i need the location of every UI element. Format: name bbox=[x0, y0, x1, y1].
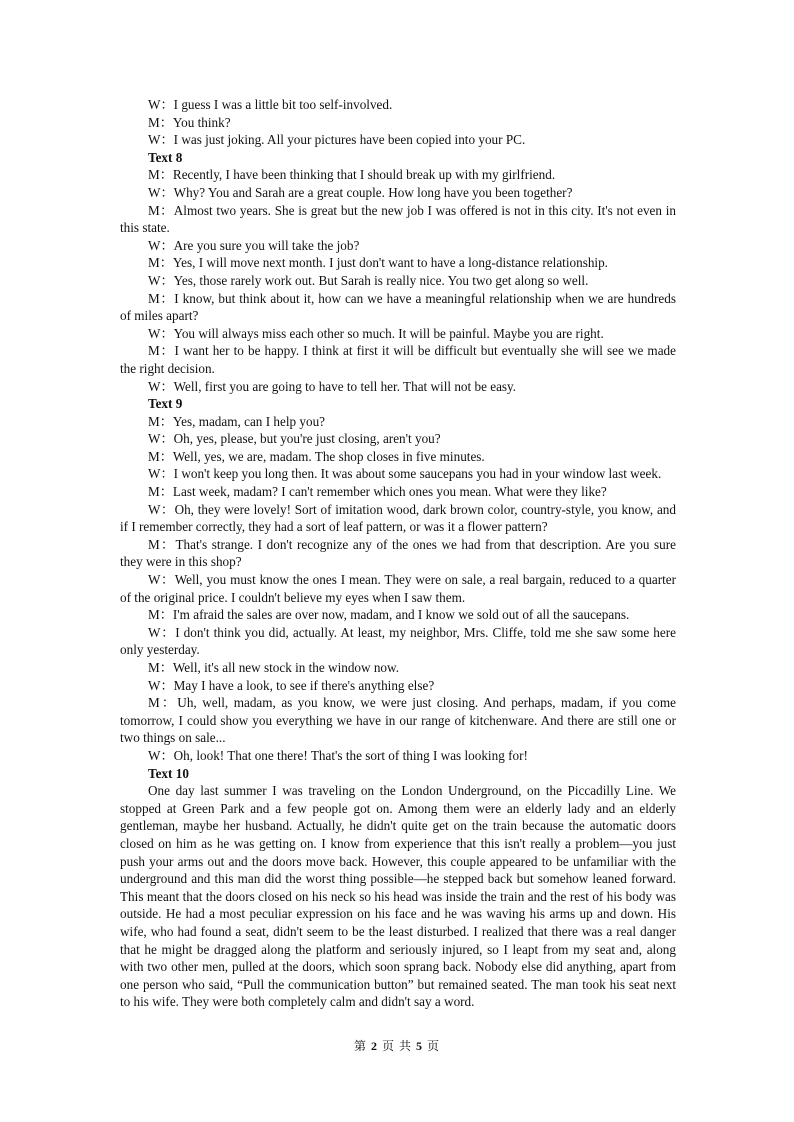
paragraph: W：Well, first you are going to have to tell her. That will not be easy. bbox=[148, 378, 517, 394]
paragraph: M：I'm afraid the sales are over now, madam, and I know we sold out of all the saucepans. bbox=[148, 607, 630, 623]
paragraph: M：I know, but think about it, how can we have a meaningful relationship when we are hundreds of miles apart? bbox=[120, 290, 676, 324]
footer-suffix: 页 bbox=[427, 1039, 441, 1053]
paragraph: W：I guess I was a little bit too self-involved. bbox=[148, 97, 393, 112]
section-heading: Text 10 bbox=[148, 765, 189, 781]
footer-page-number: 2 bbox=[370, 1039, 378, 1053]
paragraph: W：I was just joking. All your pictures have been copied into your PC. bbox=[148, 132, 526, 148]
paragraph: W：Oh, yes, please, but you're just closing, aren't you? bbox=[148, 431, 441, 447]
paragraph: M：Recently, I have been thinking that I should break up with my girlfriend. bbox=[148, 167, 556, 183]
paragraph: W：May I have a look, to see if there's anything else? bbox=[148, 677, 435, 693]
paragraph: W：Oh, look! That one there! That's the sort of thing I was looking for! bbox=[148, 747, 528, 763]
paragraph: One day last summer I was traveling on the London Underground, on the Piccadilly Line. We stopped at Green Park and a few people got on. Among them were an elderly lady and an elderly gentleman, maybe her husband. Actually, he didn't quite get on the train because the automatic doors closed on him as he was getting on. I know from experience that this isn't really a problem—you just push your arms out and the doors move back. However, this couple appeared to be unfamiliar with the underground and this man did the worst thing possible—he stepped back but somehow leaned forward. This meant that the doors closed on his neck so his head was inside the train and the rest of his body was outside. He had a most peculiar expression on his face and he was waving his arms up and down. His wife, who had found a seat, didn't seem to be the least disturbed. I realized that there was a real danger that he might be dragged along the platform and seriously injured, so I leapt from my seat and, along with two other men, pulled at the doors, which soon sprang back. Nobody else did anything, apart from one person who said, “Pull the communication button” but remained seated. The man took his seat next to his wife. They were both completely calm and didn't say a word. bbox=[120, 783, 676, 1010]
paragraph: W：I don't think you did, actually. At least, my neighbor, Mrs. Cliffe, told me she saw some here only yesterday. bbox=[120, 624, 676, 658]
section-heading: Text 9 bbox=[148, 396, 183, 412]
paragraph: M：Yes, madam, can I help you? bbox=[148, 413, 326, 429]
page-footer bbox=[0, 1038, 794, 1056]
paragraph: W：Why? You and Sarah are a great couple. How long have you been together? bbox=[148, 184, 573, 200]
footer-prefix: 第 bbox=[353, 1039, 367, 1053]
paragraph: M：Last week, madam? I can't remember which ones you mean. What were they like? bbox=[148, 484, 607, 500]
paragraph: M：You think? bbox=[148, 114, 231, 130]
paragraph: W：Oh, they were lovely! Sort of imitation wood, dark brown color, country-style, you know, and if I remember correctly, they had a sort of leaf pattern, or was it a flower pattern? bbox=[120, 501, 676, 535]
paragraph: M：Well, yes, we are, madam. The shop closes in five minutes. bbox=[148, 448, 485, 464]
paragraph: W：You will always miss each other so much. It will be painful. Maybe you are right. bbox=[148, 325, 604, 341]
paragraph: M：That's strange. I don't recognize any of the ones we had from that description. Are you sure they were in this shop? bbox=[120, 536, 676, 570]
paragraph: M：Well, it's all new stock in the window now. bbox=[148, 660, 399, 675]
document-body bbox=[120, 96, 676, 1011]
paragraph: W：I won't keep you long then. It was about some saucepans you had in your window last week. bbox=[148, 466, 662, 482]
paragraph: W：Well, you must know the ones I mean. They were on sale, a real bargain, reduced to a quarter of the original price. I couldn't believe my eyes when I saw them. bbox=[120, 572, 676, 605]
paragraph: W：Yes, those rarely work out. But Sarah is really nice. You two get along so well. bbox=[148, 272, 589, 288]
footer-total-pages: 5 bbox=[416, 1039, 423, 1053]
paragraph: M：I want her to be happy. I think at first it will be difficult but eventually she will see we made the right decision. bbox=[120, 343, 676, 376]
section-heading: Text 8 bbox=[148, 149, 183, 165]
paragraph: M：Uh, well, madam, as you know, we were just closing. And perhaps, madam, if you come tomorrow, I could show you everything we have in our range of kitchenware. And there are still one or two things on sale... bbox=[120, 695, 676, 746]
paragraph: M：Yes, I will move next month. I just don't want to have a long-distance relationship. bbox=[148, 255, 608, 271]
footer-middle: 页 共 bbox=[381, 1039, 412, 1053]
paragraph: W：Are you sure you will take the job? bbox=[148, 237, 360, 253]
paragraph: M：Almost two years. She is great but the new job I was offered is not in this city. It's not even in this state. bbox=[120, 202, 676, 236]
